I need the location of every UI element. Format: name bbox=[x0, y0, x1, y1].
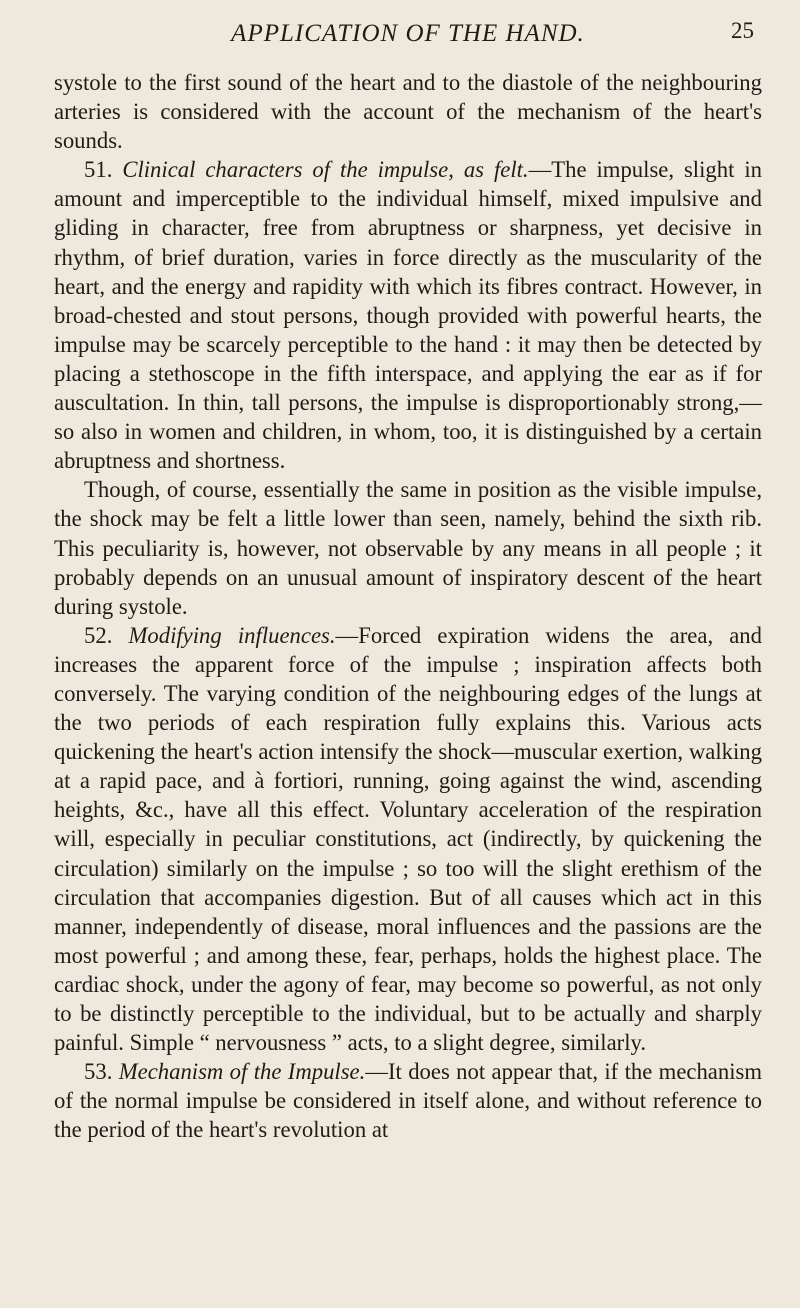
section-heading: Modifying influences. bbox=[128, 622, 336, 648]
running-head bbox=[54, 0, 762, 54]
running-title: APPLICATION OF THE HAND. bbox=[231, 20, 585, 47]
section-number: 53. bbox=[84, 1059, 113, 1085]
paragraph-text: —The impulse, slight in amount and imperceptible to the individual himself, mixed impulsive and gliding in character, free from abruptness or sharpness, yet decisive in rhythm, of brief duration, varies in force directly as the muscularity of the heart, and the energy and rapidity with which its fibres contract. However, in broad-chested and stout persons, though provided with powerful hearts, the impulse may be scarcely perceptible to the hand : it may then be detected by placing a stethoscope in the fifth interspace, and applying the ear as if for auscultation. In thin, tall persons, the impulse is disproportionably strong,—so also in women and children, in whom, too, it is distinguished by a certain abruptness and shortness. bbox=[54, 157, 762, 474]
paragraph-shock-position bbox=[54, 475, 762, 620]
section-number: 51. bbox=[84, 157, 113, 183]
paragraph-text: —It does not appear that, if the mechanism of the normal impulse be considered in itself alone, and without reference to the period of the heart's revolution at bbox=[54, 1059, 763, 1143]
paragraph-section-52 bbox=[54, 621, 762, 1057]
body-text bbox=[54, 68, 762, 1144]
paragraph-text: Though, of course, essentially the same in position as the visible impulse, the shock may be felt a little lower than seen, namely, behind the sixth rib. This peculiarity is, however, not observable by any means in all people ; it probably depends on an unusual amount of inspiratory descent of the heart during systole. bbox=[54, 477, 762, 619]
section-number: 52. bbox=[84, 622, 113, 648]
paragraph-text: —Forced expiration widens the area, and increases the apparent force of the impulse ; inspiration affects both conversely. The varying condition of the neighbouring edges of the lungs at the two periods of each respiration fully explains this. Various acts quickening the heart's action intensify the shock—muscular exertion, walking at a rapid pace, and à fortiori, running, going against the wind, ascending heights, &c., have all this effect. Voluntary acceleration of the respiration will, especially in peculiar constitutions, act (indirectly, by quickening the circulation) similarly on the impulse ; so too will the slight erethism of the circulation that accompanies digestion. But of all causes which act in this manner, independently of disease, moral influences and the passions are the most powerful ; and among these, fear, perhaps, holds the highest place. The cardiac shock, under the agony of fear, may become so powerful, as not only to be distinctly perceptible to the individual, but to be actually and sharply painful. Simple “ nervousness ” acts, to a slight degree, similarly. bbox=[54, 622, 762, 1056]
paragraph-section-51 bbox=[54, 155, 762, 475]
section-heading: Clinical characters of the impulse, as felt. bbox=[122, 157, 529, 183]
page-number: 25 bbox=[731, 18, 754, 43]
paragraph-section-53 bbox=[54, 1057, 762, 1144]
paragraph-continuation bbox=[54, 68, 762, 155]
section-heading: Mechanism of the Impulse. bbox=[118, 1059, 366, 1085]
paragraph-text: systole to the first sound of the heart and to the diastole of the neighbouring arteries is considered with the account of the mechanism of the heart's sounds. bbox=[54, 70, 762, 154]
